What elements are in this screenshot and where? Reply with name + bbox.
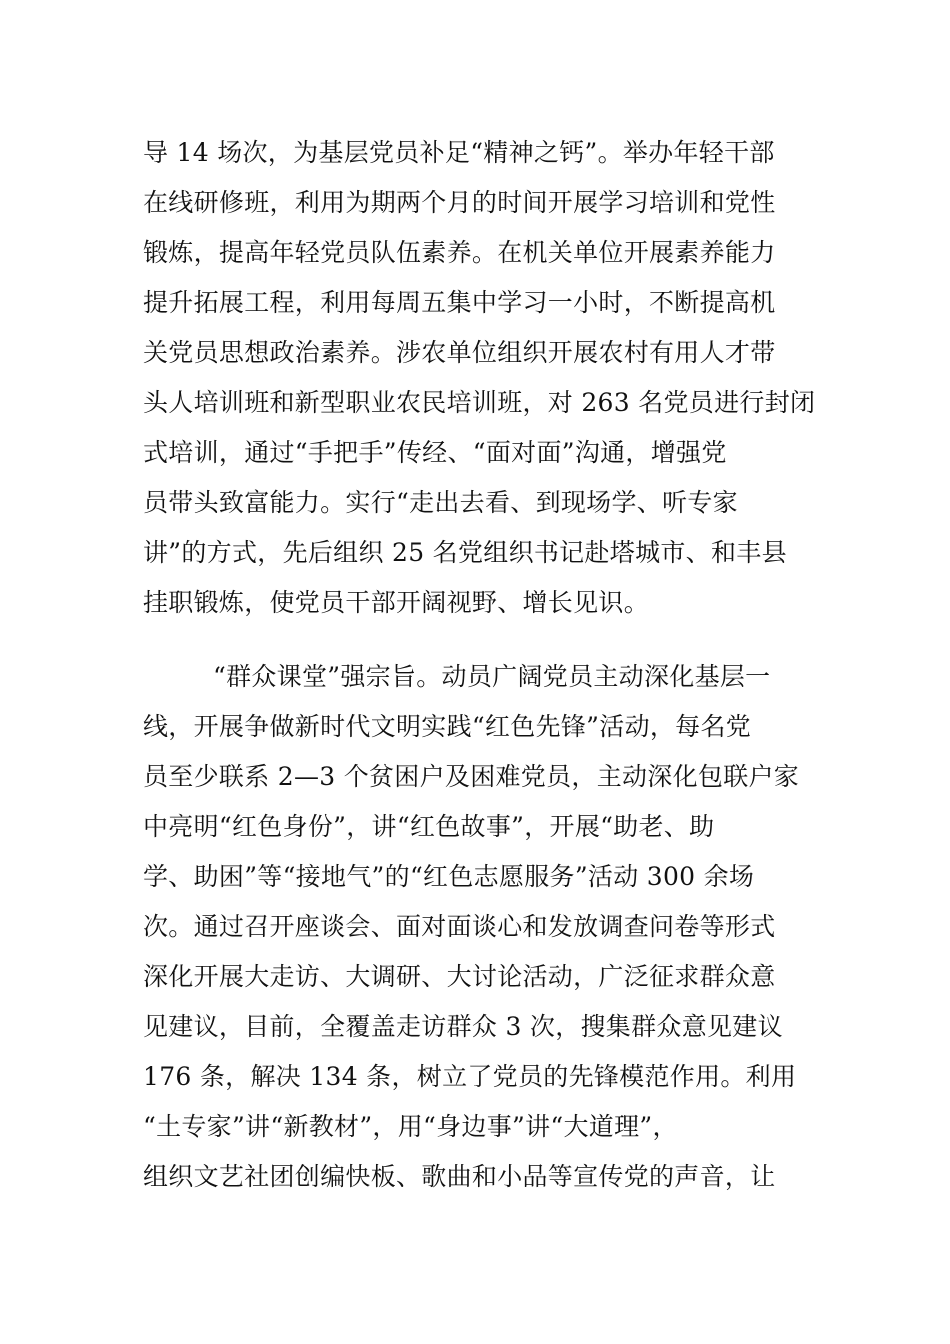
text-line: 锻炼，提高年轻党员队伍素养。在机关单位开展素养能力 (143, 238, 776, 267)
paragraph-masses-classroom (143, 652, 815, 1202)
text-line: 中亮明“红色身份”，讲“红色故事”，开展“助老、助 (143, 812, 715, 841)
text-line: 式培训，通过“手把手”传经、“面对面”沟通，增强党 (143, 438, 727, 467)
text-line: 员带头致富能力。实行“走出去看、到现场学、听专家 (143, 488, 738, 517)
text-line: 线，开展争做新时代文明实践“红色先锋”活动，每名党 (143, 712, 752, 741)
text-line: 员至少联系 2—3 个贫困户及困难党员，主动深化包联户家 (143, 762, 800, 791)
text-line: 176 条，解决 134 条，树立了党员的先锋模范作用。利用 (143, 1062, 797, 1091)
text-line: 见建议，目前，全覆盖走访群众 3 次，搜集群众意见建议 (143, 1012, 783, 1041)
text-line: 组织文艺社团创编快板、歌曲和小品等宣传党的声音，让 (143, 1162, 776, 1191)
text-line: 学、助困”等“接地气”的“红色志愿服务”活动 300 余场 (143, 862, 755, 891)
text-line-first: “群众课堂”强宗旨。动员广阔党员主动深化基层一 (213, 662, 771, 691)
text-line: 导 14 场次，为基层党员补足“精神之钙”。举办年轻干部 (143, 138, 775, 167)
text-line: 挂职锻炼，使党员干部开阔视野、增长见识。 (143, 588, 650, 617)
text-line: 次。通过召开座谈会、面对面谈心和发放调查问卷等形式 (143, 912, 776, 941)
text-line: 头人培训班和新型职业农民培训班，对 263 名党员进行封闭 (143, 388, 816, 417)
paragraph-training (143, 128, 815, 628)
text-line: 关党员思想政治素养。涉农单位组织开展农村有用人才带 (143, 338, 776, 367)
text-line: 提升拓展工程，利用每周五集中学习一小时，不断提高机 (143, 288, 776, 317)
text-line: “土专家”讲“新教材”，用“身边事”讲“大道理”， (143, 1112, 678, 1141)
text-line: 在线研修班，利用为期两个月的时间开展学习培训和党性 (143, 188, 776, 217)
text-line: 讲”的方式，先后组织 25 名党组织书记赴塔城市、和丰县 (143, 538, 787, 567)
text-line: 深化开展大走访、大调研、大讨论活动，广泛征求群众意 (143, 962, 776, 991)
